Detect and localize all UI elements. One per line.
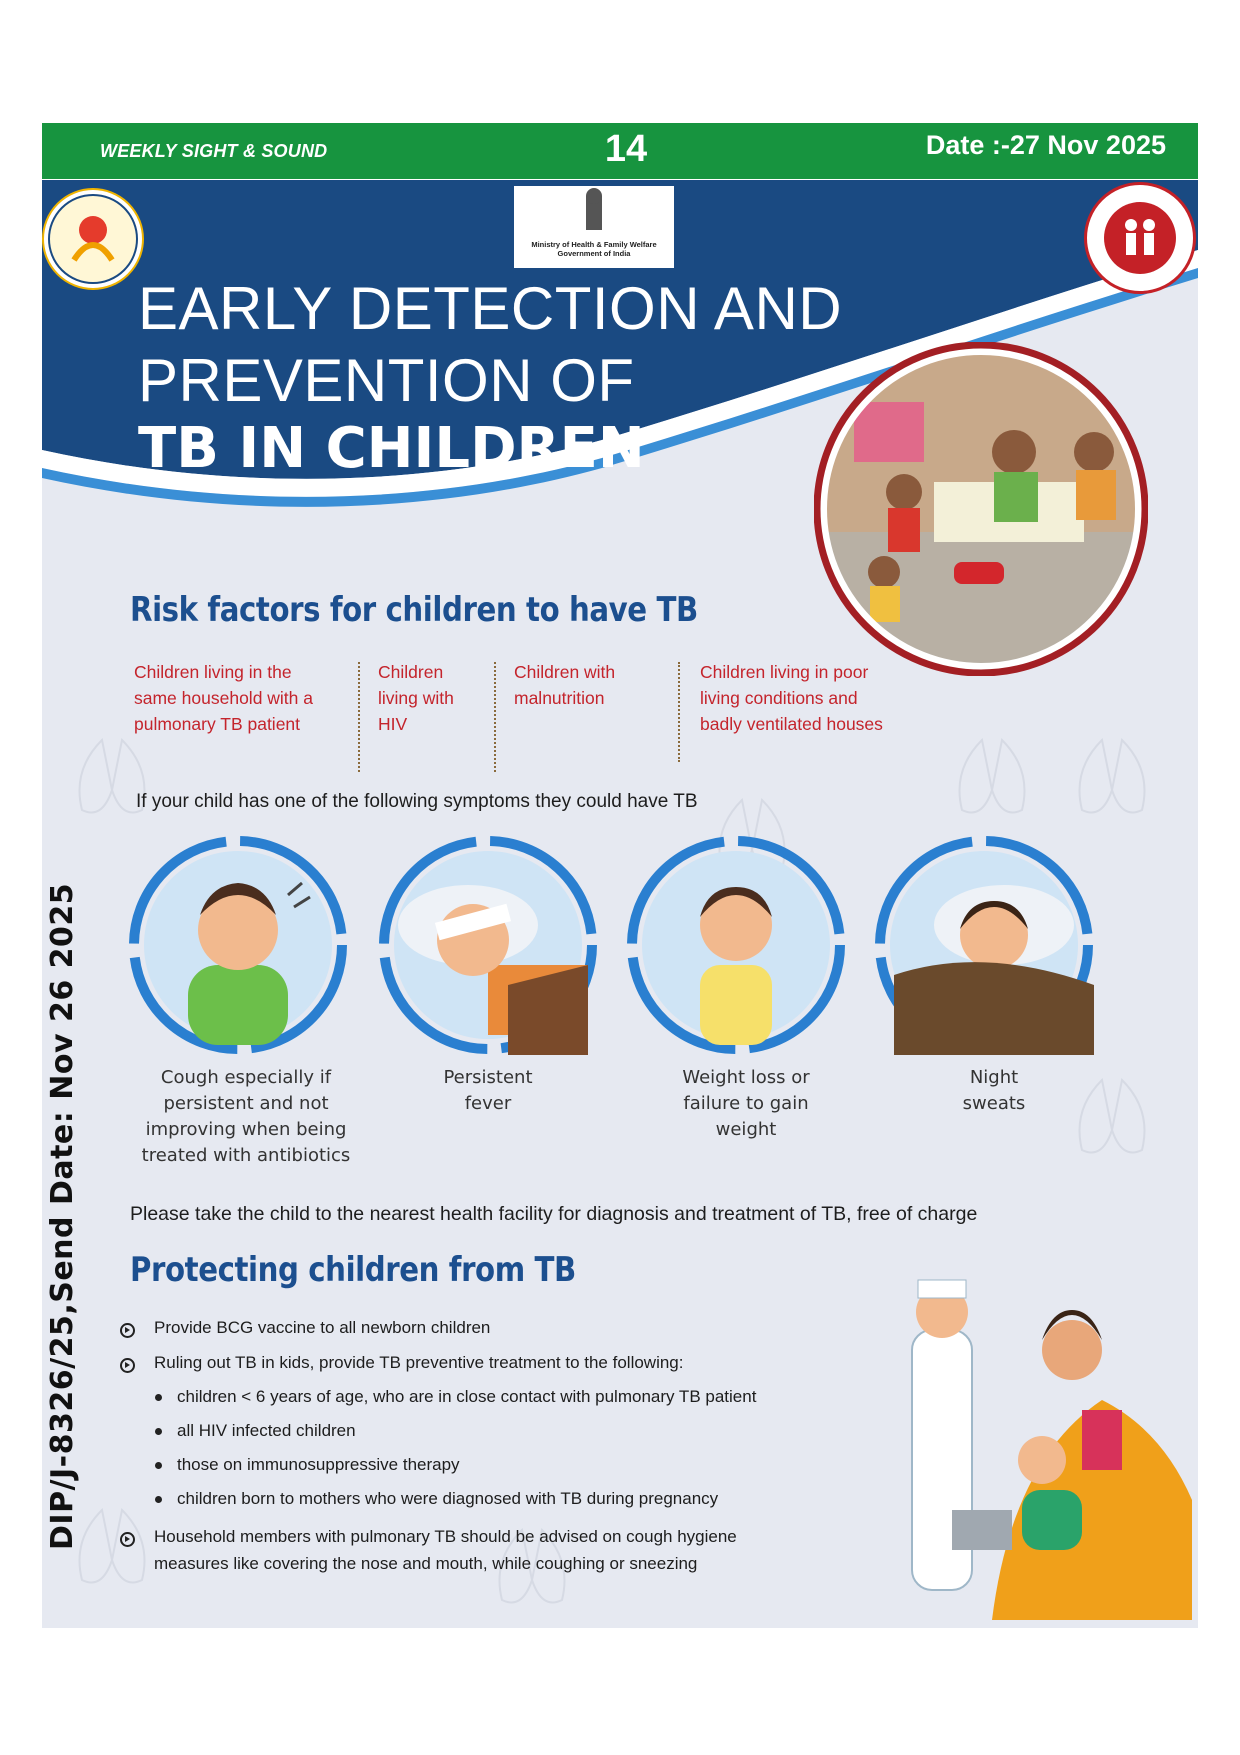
divider <box>494 662 496 772</box>
issue-date: Date :-27 Nov 2025 <box>925 130 1166 160</box>
dispatch-stamp: DIP/J-8326/25,Send Date: Nov 26 2025 <box>45 882 80 1550</box>
risk-factor-hiv: Children living with HIV <box>378 662 454 734</box>
protection-point-bcg: Provide BCG vaccine to all newborn children <box>154 1318 491 1337</box>
thin-child-illustration <box>626 835 846 1055</box>
feverish-child-illustration <box>378 835 598 1055</box>
symptom-label-night-sweats: Night sweats <box>962 1067 1026 1114</box>
household-scene-illustration <box>814 342 1148 676</box>
bullet-dot-icon <box>155 1428 162 1435</box>
sweating-child-illustration <box>874 835 1094 1055</box>
divider <box>358 662 360 772</box>
page-number: 14 <box>604 128 648 170</box>
risk-factor-household: Children living in the same household with a pulmonary TB patient <box>134 662 313 734</box>
poster-title-line-1: EARLY DETECTION AND <box>138 275 843 342</box>
bullet-dot-icon <box>155 1496 162 1503</box>
nurse-mother-child-illustration <box>842 1260 1198 1628</box>
sub-point-immunosuppressive: those on immunosuppressive therapy <box>177 1455 460 1474</box>
poster-title-line-2: PREVENTION OF <box>138 347 635 414</box>
sub-point-hiv: all HIV infected children <box>177 1421 356 1440</box>
symptom-label-fever: Persistent fever <box>443 1067 533 1114</box>
coughing-child-illustration <box>128 835 348 1055</box>
ntep-logo <box>42 188 144 290</box>
nhm-logo <box>1084 182 1196 294</box>
arrow-bullet-icon <box>120 1532 135 1547</box>
risk-factors-heading: Risk factors for children to have TB <box>130 590 698 630</box>
symptom-label-weight-loss: Weight loss or failure to gain weight <box>682 1067 810 1140</box>
protection-point-preventive-treatment: Ruling out TB in kids, provide TB preventive treatment to the following: <box>154 1353 684 1372</box>
bullet-dot-icon <box>155 1394 162 1401</box>
newspaper-name: WEEKLY SIGHT & SOUND <box>100 141 328 161</box>
divider <box>678 662 680 762</box>
protection-heading: Protecting children from TB <box>130 1250 576 1290</box>
tb-awareness-poster <box>42 180 1198 1628</box>
protection-point-cough-hygiene: Household members with pulmonary TB should be advised on cough hygiene measures like covering the nose and mouth, while coughing or sneezing <box>154 1527 737 1573</box>
symptoms-intro: If your child has one of the following symptoms they could have TB <box>136 791 698 812</box>
ministry-name: Ministry of Health & Family Welfare Government of India <box>531 240 657 258</box>
arrow-bullet-icon <box>120 1358 135 1373</box>
sub-point-pregnancy: children born to mothers who were diagnosed with TB during pregnancy <box>177 1489 719 1508</box>
risk-factor-malnutrition: Children with malnutrition <box>514 662 616 708</box>
poster-title-line-3: TB IN CHILDREN <box>138 416 645 481</box>
bullet-dot-icon <box>155 1462 162 1469</box>
sub-point-close-contact: children < 6 years of age, who are in close contact with pulmonary TB patient <box>177 1387 757 1406</box>
arrow-bullet-icon <box>120 1323 135 1338</box>
risk-factor-living-conditions: Children living in poor living conditions and badly ventilated houses <box>700 662 883 734</box>
facility-note: Please take the child to the nearest health facility for diagnosis and treatment of TB, free of charge <box>130 1203 978 1225</box>
symptom-label-cough: Cough especially if persistent and not improving when being treated with antibiotics <box>141 1067 351 1166</box>
